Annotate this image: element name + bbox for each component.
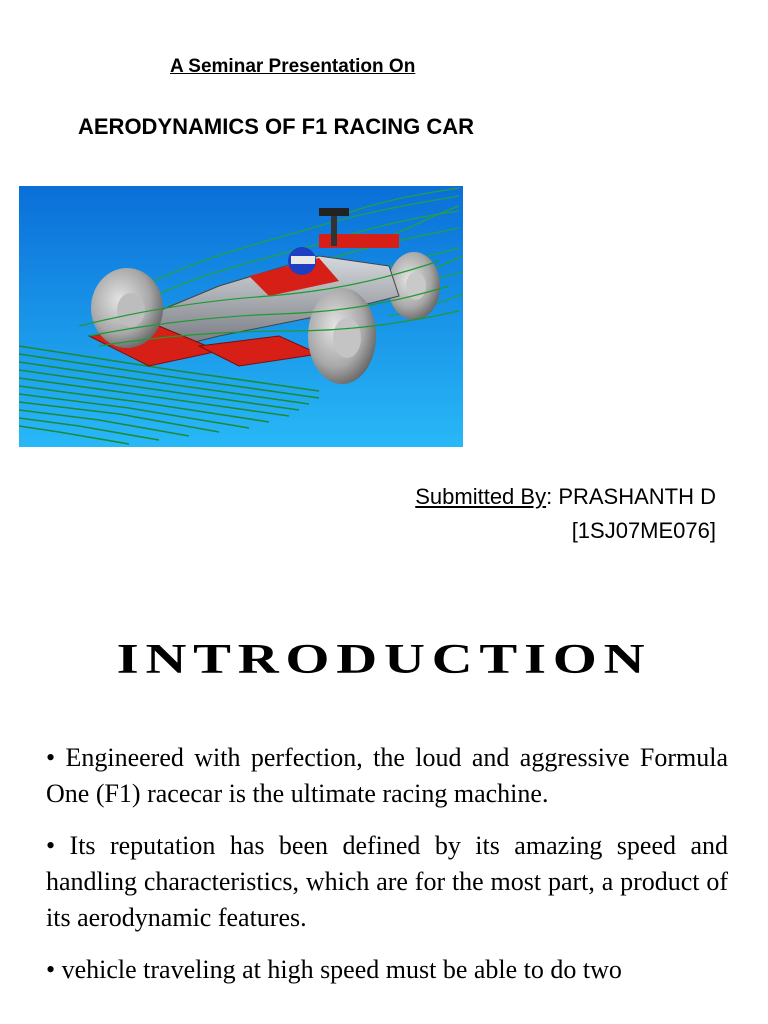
submission-block: [415, 480, 716, 548]
bullet-list: [46, 740, 728, 1004]
bullet-item: • Its reputation has been defined by its amazing speed and handling characteristics, which are for the most part, a product of its aerodynamic features.: [46, 831, 728, 932]
f1-car-airflow-image: [19, 186, 463, 447]
submitted-by-label: Submitted By: [415, 484, 547, 509]
student-usn: [1SJ07ME076]: [571, 518, 716, 543]
introduction-heading: INTRODUCTION: [116, 637, 652, 683]
presentation-title: AERODYNAMICS OF F1 RACING CAR: [78, 114, 475, 139]
submitted-by-line: Submitted By: PRASHANTH D: [415, 484, 716, 509]
bullet-item: • Engineered with perfection, the loud and aggressive Formula One (F1) racecar is the ultimate racing machine.: [46, 743, 728, 808]
seminar-subheading: A Seminar Presentation On: [170, 56, 416, 77]
student-name: PRASHANTH D: [558, 484, 716, 509]
bullet-item: • vehicle traveling at high speed must be able to do two: [46, 955, 622, 984]
